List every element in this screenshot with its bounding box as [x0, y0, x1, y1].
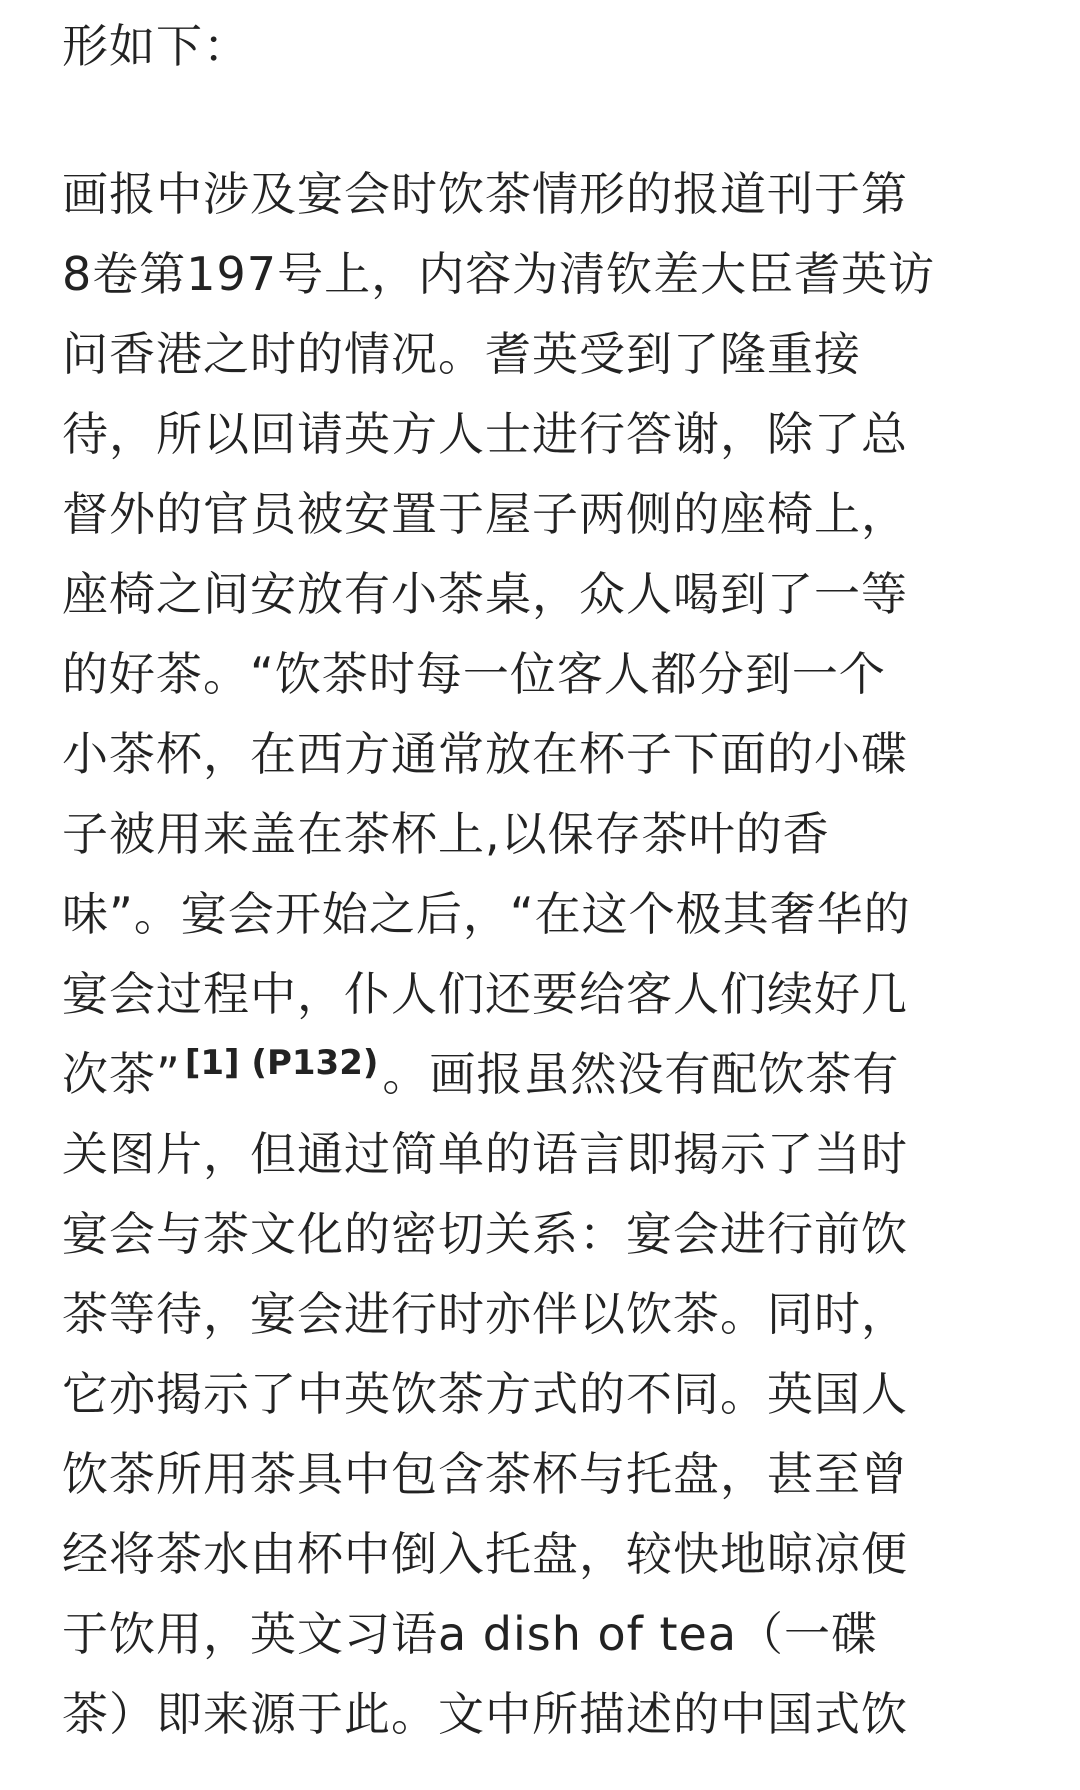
text-line: 经将茶水由杯中倒入托盘，较快地晾凉便: [62, 1527, 908, 1581]
text-line: 问香港之时的情况。耆英受到了隆重接: [62, 327, 861, 381]
text-line: 饮茶所用茶具中包含茶杯与托盘，甚至曾: [62, 1447, 908, 1501]
text-line: 画报中涉及宴会时饮茶情形的报道刊于第: [62, 167, 908, 221]
text-line: 茶等待，宴会进行时亦伴以饮茶。同时，: [62, 1287, 908, 1341]
text-line: 子被用来盖在茶杯上,以保存茶叶的香: [62, 807, 830, 861]
text-line: 待，所以回请英方人士进行答谢，除了总: [62, 407, 908, 461]
citation-line-after: 。画报虽然没有配饮茶有: [382, 1047, 900, 1101]
citation-line-before: 次茶”: [62, 1047, 181, 1101]
text-line: 茶）即来源于此。文中所描述的中国式饮: [62, 1687, 908, 1741]
intro-line: 形如下：: [62, 19, 250, 73]
text-line: 督外的官员被安置于屋子两侧的座椅上，: [62, 487, 908, 541]
text-line: 于饮用，英文习语a dish of tea（一碟: [62, 1607, 879, 1661]
text-line: 味”。宴会开始之后，“在这个极其奢华的: [62, 887, 911, 941]
text-line: 8卷第197号上，内容为清钦差大臣耆英访: [62, 247, 936, 301]
text-line: 关图片，但通过简单的语言即揭示了当时: [62, 1127, 908, 1181]
text-line: 座椅之间安放有小茶桌，众人喝到了一等: [62, 567, 908, 621]
citation-line: [62, 1034, 1022, 1114]
text-line: 宴会过程中，仆人们还要给客人们续好几: [62, 967, 908, 1021]
text-line: 小茶杯，在西方通常放在杯子下面的小碟: [62, 727, 908, 781]
text-line: 宴会与茶文化的密切关系：宴会进行前饮: [62, 1207, 908, 1261]
text-line: 它亦揭示了中英饮茶方式的不同。英国人: [62, 1367, 908, 1421]
citation-reference[interactable]: [1] (P132): [184, 1043, 379, 1083]
text-line: 的好茶。“饮茶时每一位客人都分到一个: [62, 647, 886, 701]
paragraph: [62, 154, 1022, 1754]
